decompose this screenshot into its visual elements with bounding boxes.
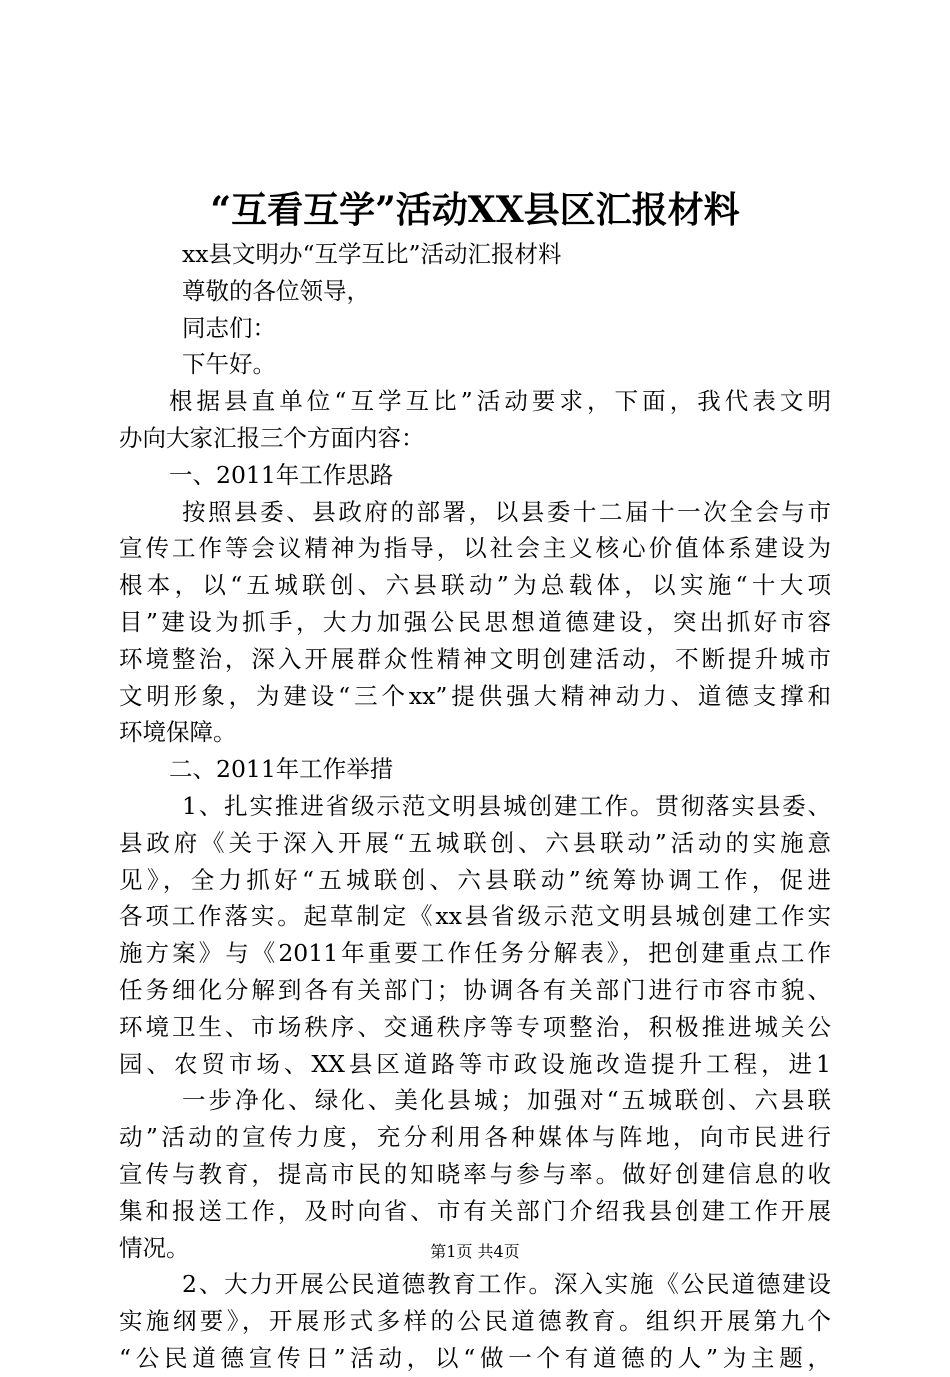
paragraph-line: 宣传与教育，提高市民的知晓率与参与率。做好创建信息的收 [119, 1159, 831, 1188]
greeting-line: 下午好。 [182, 350, 276, 379]
paragraph-line: 1、扎实推进省级示范文明县城创建工作。贯彻落实县委、 [182, 791, 831, 820]
paragraph-line: 情况。 [119, 1233, 190, 1262]
section-heading: 二、2011年工作举措 [169, 755, 394, 784]
salutation-line: 尊敬的各位领导， [182, 276, 370, 305]
paragraph-line: 2、大力开展公民道德教育工作。深入实施《公民道德建设 [182, 1270, 831, 1299]
paragraph-line: 见》，全力抓好“五城联创、六县联动”统筹协调工作，促进 [119, 865, 831, 894]
page-footer: 第1页 共4页 [430, 1242, 520, 1261]
paragraph-line: 根本，以“五城联创、六县联动”为总载体，以实施“十大项 [119, 571, 831, 600]
paragraph-line: 环境整治，深入开展群众性精神文明创建活动，不断提升城市 [119, 644, 831, 673]
paragraph-line: 园、农贸市场、XX县区道路等市政设施改造提升工程，进1 [119, 1049, 831, 1078]
section-heading: 一、2011年工作思路 [169, 460, 394, 489]
paragraph-line: 施方案》与《2011年重要工作任务分解表》，把创建重点工作 [119, 939, 831, 968]
paragraph-line: 集和报送工作，及时向省、市有关部门介绍我县创建工作开展 [119, 1196, 831, 1225]
paragraph-line: “公民道德宣传日”活动，以“做一个有道德的人”为主题， [119, 1343, 831, 1372]
paragraph-line: 实施纲要》，开展形式多样的公民道德教育。组织开展第九个 [119, 1307, 831, 1336]
paragraph-line: 环境保障。 [119, 718, 237, 747]
subtitle-line: xx县文明办“互学互比”活动汇报材料 [182, 240, 562, 268]
paragraph-line: 根据县直单位“互学互比”活动要求，下面，我代表文明 [169, 387, 831, 416]
document-body [119, 236, 831, 1377]
paragraph-line: 一步净化、绿化、美化县城；加强对“五城联创、六县联 [182, 1086, 831, 1115]
salutation-line: 同志们： [182, 313, 276, 342]
paragraph-line: 宣传工作等会议精神为指导，以社会主义核心价值体系建设为 [119, 534, 831, 563]
paragraph-line: 任务细化分解到各有关部门；协调各有关部门进行市容市貌、 [119, 975, 831, 1004]
paragraph-line: 县政府《关于深入开展“五城联创、六县联动”活动的实施意 [119, 828, 831, 857]
document-title: “互看互学”活动XX县区汇报材料 [210, 189, 740, 231]
paragraph-line: 按照县委、县政府的部署，以县委十二届十一次全会与市 [182, 497, 831, 526]
paragraph-line: 环境卫生、市场秩序、交通秩序等专项整治，积极推进城关公 [119, 1012, 831, 1041]
paragraph-line: 办向大家汇报三个方面内容： [119, 423, 425, 452]
paragraph-line: 动”活动的宣传力度，充分利用各种媒体与阵地，向市民进行 [119, 1123, 831, 1152]
paragraph-line: 文明形象，为建设“三个xx”提供强大精神动力、道德支撑和 [119, 681, 831, 710]
paragraph-line: 目”建设为抓手，大力加强公民思想道德建设，突出抓好市容 [119, 607, 831, 636]
paragraph-line: 各项工作落实。起草制定《xx县省级示范文明县城创建工作实 [119, 902, 831, 931]
